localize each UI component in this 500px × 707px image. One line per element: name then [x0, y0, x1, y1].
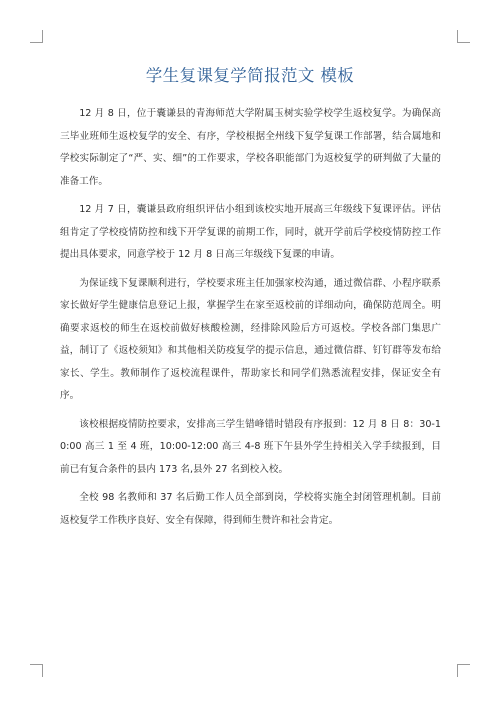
crop-mark-bottom-right: [457, 664, 470, 677]
paragraph-2: 12 月 7 日，囊谦县政府组织评估小组到该校实地开展高三年级线下复课评估。评估组肯定了学校疫情防控和线下开学复课的前期工作，同时，就开学前后学校疫情防控工作提出具体要求，同意学校于 12 月 8 日高三年级线下复课的申请。: [60, 204, 441, 260]
document-title: 学生复课复学简报范文 模板: [145, 66, 355, 85]
paragraph-1: 12 月 8 日，位于囊谦县的青海师范大学附属玉树实验学校学生返校复学。为确保高三毕业班师生返校复学的安全、有序，学校根据全州线下复学复课工作部署，结合属地和学校实际制定了“严、实、细”的工作要求，学校各职能部门为返校复学的研判做了大量的准备工作。: [60, 108, 441, 187]
document-body: [60, 103, 441, 538]
paragraph-4: 该校根据疫情防控要求，安排高三学生错峰错时错段有序报到：12 月 8 日 8：30-10:00 高三 1 至 4 班，10:00-12:00 高三 4-8 班下午县外学生持相关入学手续报到，目前已有复合条件的县内 173 名,县外 27 名到校入校。: [60, 418, 441, 475]
paragraph-5: 全校 98 名教师和 37 名后勤工作人员全部到岗，学校将实施全封闭管理机制。目前返校复学工作秩序良好、安全有保障，得到师生赞许和社会肯定。: [60, 492, 441, 526]
crop-mark-top-right: [457, 30, 470, 43]
crop-mark-top-left: [30, 30, 43, 43]
paragraph-3: 为保证线下复课顺利进行，学校要求班主任加强家校沟通，通过微信群、小程序联系家长做好学生健康信息登记上报，掌握学生在家至返校前的详细动向，确保防范周全。明确要求返校的师生在返校前做好核酸检测，经排除风险后方可返校。学校各部门集思广益，制订了《返校须知》和其他相关防疫复学的提示信息，通过微信群、钉钉群等发布给家长、学生。教师制作了返校流程课件，帮助家长和同学们熟悉流程安排，保证安全有序。: [60, 277, 441, 401]
crop-mark-bottom-left: [30, 664, 43, 677]
